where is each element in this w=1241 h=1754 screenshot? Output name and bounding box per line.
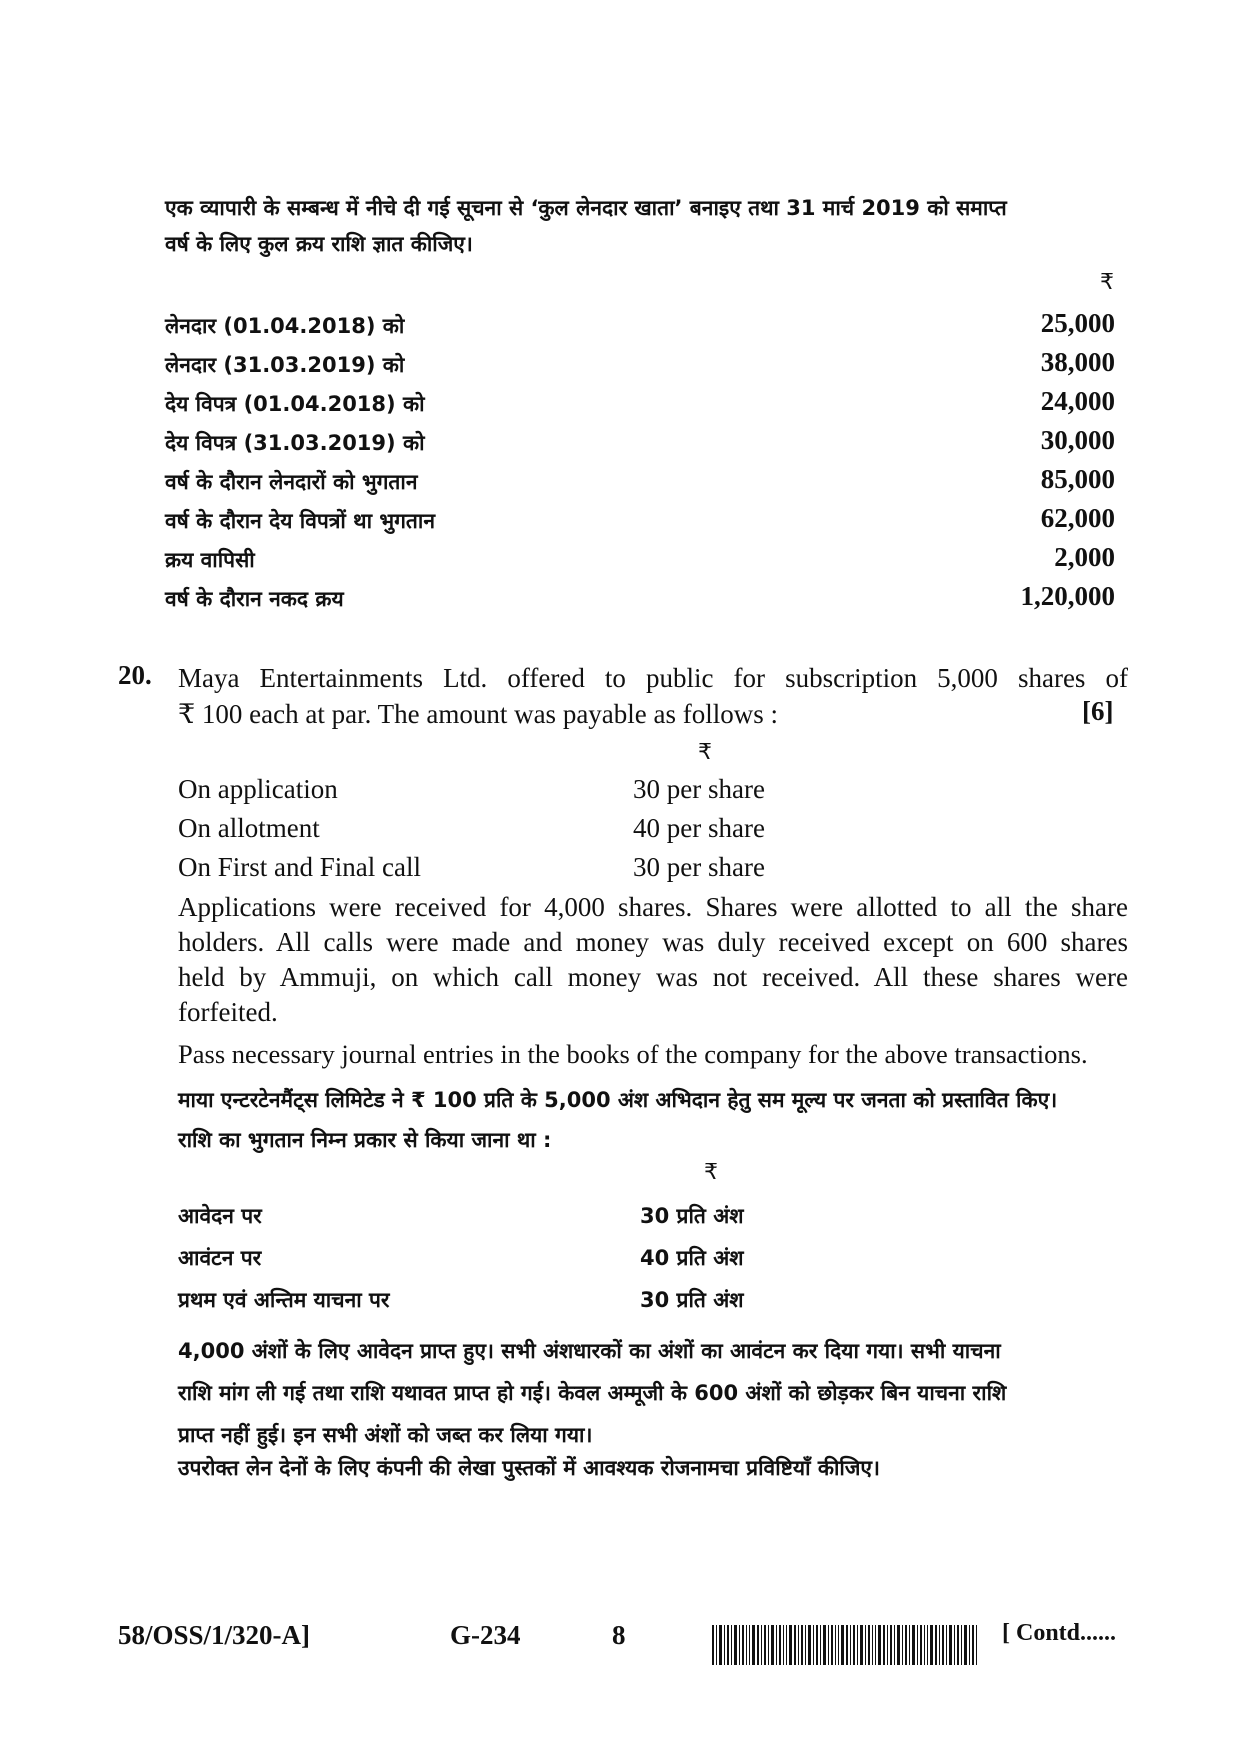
row-amount: 25,000 bbox=[1040, 308, 1115, 338]
row-amount: 38,000 bbox=[1040, 347, 1115, 377]
q20-hi-currency-symbol: ₹ bbox=[704, 1160, 718, 1185]
q19-intro-line1: एक व्यापारी के सम्बन्ध में नीचे दी गई सूचना से ‘कुल लेनदार खाता’ बनाइए तथा 31 मार्च 2019 को समाप्त bbox=[165, 196, 1007, 220]
table-row bbox=[178, 1244, 1078, 1284]
q20-marks: [6] bbox=[1082, 696, 1114, 726]
q19-currency-symbol: ₹ bbox=[1100, 270, 1114, 295]
row-amount: 30 per share bbox=[633, 852, 765, 882]
paragraph-line: प्राप्त नहीं हुई। इन सभी अंशों को जब्त कर लिया गया। bbox=[178, 1423, 593, 1447]
table-row bbox=[178, 1202, 1078, 1242]
q20-number: 20. bbox=[118, 660, 152, 690]
row-label: On First and Final call bbox=[178, 852, 421, 882]
row-amount: 40 प्रति अंश bbox=[640, 1246, 744, 1270]
row-label: लेनदार (01.04.2018) को bbox=[165, 314, 405, 338]
q20-line1: Maya Entertainments Ltd. offered to public for subscription 5,000 shares of bbox=[178, 663, 1128, 693]
row-amount: 40 per share bbox=[633, 813, 765, 843]
row-label: लेनदार (31.03.2019) को bbox=[165, 353, 405, 377]
table-row bbox=[165, 425, 1125, 465]
table-row bbox=[165, 308, 1125, 348]
row-amount: 24,000 bbox=[1040, 386, 1115, 416]
q19-intro-line2: वर्ष के लिए कुल क्रय राशि ज्ञात कीजिए। bbox=[165, 232, 473, 256]
table-row bbox=[165, 347, 1125, 387]
q20-hi-instruction: उपरोक्त लेन देनों के लिए कंपनी की लेखा पुस्तकों में आवश्यक रोजनामचा प्रविष्टियाँ कीजिए। bbox=[178, 1456, 881, 1480]
table-row bbox=[178, 1286, 1078, 1326]
row-label: प्रथम एवं अन्तिम याचना पर bbox=[178, 1288, 390, 1312]
table-row bbox=[165, 581, 1125, 621]
row-amount: 2,000 bbox=[1054, 542, 1115, 572]
row-amount: 30 per share bbox=[633, 774, 765, 804]
row-label: वर्ष के दौरान देय विपत्रों था भुगतान bbox=[165, 509, 435, 533]
row-amount: 30 प्रति अंश bbox=[640, 1204, 744, 1228]
table-row bbox=[178, 813, 1078, 853]
row-amount: 85,000 bbox=[1040, 464, 1115, 494]
row-label: वर्ष के दौरान लेनदारों को भुगतान bbox=[165, 470, 418, 494]
row-label: देय विपत्र (01.04.2018) को bbox=[165, 392, 425, 416]
q19-intro bbox=[165, 190, 1115, 262]
paragraph-line: राशि मांग ली गई तथा राशि यथावत प्राप्त हो गई। केवल अम्मूजी के 600 अंशों को छोड़कर बिन याचना राशि bbox=[178, 1381, 1007, 1405]
row-label: On application bbox=[178, 774, 338, 804]
row-label: क्रय वापिसी bbox=[165, 548, 255, 572]
q20-hi-line2: राशि का भुगतान निम्न प्रकार से किया जाना था : bbox=[178, 1128, 552, 1152]
continued-marker: [ Contd...... bbox=[1002, 1620, 1117, 1646]
q20-statement bbox=[178, 660, 1128, 732]
row-label: On allotment bbox=[178, 813, 320, 843]
paper-code: 58/OSS/1/320-A] bbox=[118, 1620, 311, 1650]
q20-hi-paragraph bbox=[178, 1330, 1128, 1456]
row-label: आवंटन पर bbox=[178, 1246, 262, 1270]
table-row bbox=[165, 386, 1125, 426]
paragraph-line: 4,000 अंशों के लिए आवेदन प्राप्त हुए। सभी अंशधारकों का अंशों का आवंटन कर दिया गया। सभी याचना bbox=[178, 1339, 1001, 1363]
paragraph-line: held by Ammuji, on which call money was not received. All these shares were bbox=[178, 962, 1128, 992]
row-amount: 62,000 bbox=[1040, 503, 1115, 533]
q20-en-paragraph bbox=[178, 890, 1128, 1030]
q20-line2: ₹ 100 each at par. The amount was payable as follows : bbox=[178, 699, 779, 729]
table-row bbox=[165, 542, 1125, 582]
table-row bbox=[165, 464, 1125, 504]
row-label: वर्ष के दौरान नकद क्रय bbox=[165, 587, 344, 611]
q20-en-currency-symbol: ₹ bbox=[698, 740, 712, 765]
row-amount: 30,000 bbox=[1040, 425, 1115, 455]
row-label: आवेदन पर bbox=[178, 1204, 262, 1228]
table-row bbox=[178, 852, 1078, 892]
q20-hi-line1: माया एन्टरटेनमैंट्स लिमिटेड ने ₹ 100 प्रति के 5,000 अंश अभिदान हेतु सम मूल्य पर जनता को प्रस्तावित किए। bbox=[178, 1088, 1058, 1112]
barcode-icon bbox=[712, 1625, 977, 1665]
q20-hi-statement bbox=[178, 1080, 1128, 1160]
row-amount: 30 प्रति अंश bbox=[640, 1288, 744, 1312]
paragraph-line: Applications were received for 4,000 shares. Shares were allotted to all the share bbox=[178, 892, 1128, 922]
q20-en-instruction: Pass necessary journal entries in the books of the company for the above transactions. bbox=[178, 1039, 1088, 1069]
paragraph-line: holders. All calls were made and money was duly received except on 600 shares bbox=[178, 927, 1128, 957]
table-row bbox=[178, 774, 1078, 814]
paragraph-line: forfeited. bbox=[178, 997, 278, 1027]
table-row bbox=[165, 503, 1125, 543]
row-label: देय विपत्र (31.03.2019) को bbox=[165, 431, 425, 455]
series-code: G-234 bbox=[450, 1620, 521, 1650]
page-number: 8 bbox=[612, 1620, 626, 1650]
row-amount: 1,20,000 bbox=[1020, 581, 1115, 611]
